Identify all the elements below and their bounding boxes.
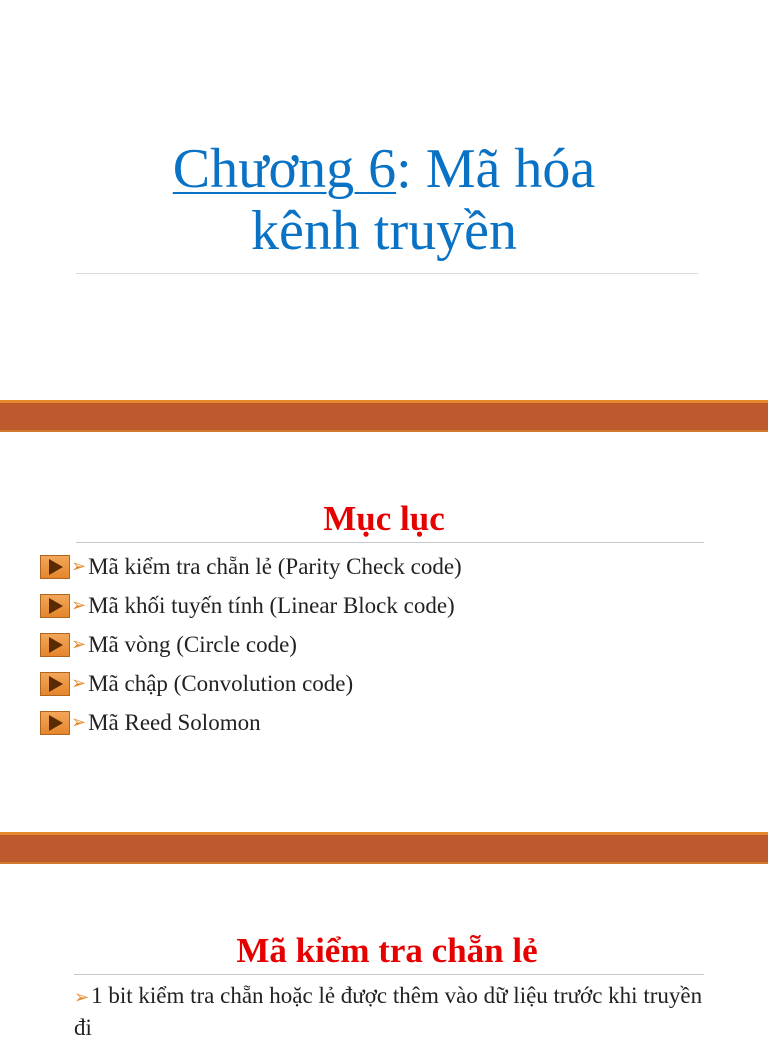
separator-rim: [0, 400, 768, 403]
toc-item-label: Mã chập (Convolution code): [88, 670, 354, 696]
chapter-number: Chương 6: [172, 138, 397, 200]
section-body-text: 1 bit kiểm tra chẵn hoặc lẻ được thêm vào dữ liệu trước khi truyền đi: [74, 983, 703, 1040]
toc-slide: [0, 432, 768, 832]
title-divider: [76, 273, 698, 274]
separator-rim: [0, 832, 768, 835]
arrowhead-bullet-icon: ➢: [71, 712, 87, 733]
toc-heading: Mục lục: [323, 499, 445, 538]
slide-separator: [0, 832, 768, 864]
toc-item-label: Mã vòng (Circle code): [88, 631, 297, 657]
arrowhead-bullet-icon: ➢: [71, 634, 87, 655]
arrowhead-bullet-icon: ➢: [71, 595, 87, 616]
chapter-title-text: Mã hóa: [425, 138, 596, 200]
slide-separator: [0, 400, 768, 432]
section-heading: Mã kiểm tra chẵn lẻ: [236, 931, 538, 970]
orange-play-badge-icon: [40, 672, 70, 696]
arrowhead-bullet-icon: ➢: [71, 556, 87, 577]
section-divider: [74, 974, 704, 975]
toc-item[interactable]: [40, 703, 462, 742]
parity-slide: [0, 864, 768, 1040]
chapter-title-line-1: [0, 138, 768, 200]
toc-divider: [76, 542, 704, 543]
orange-play-badge-icon: [40, 633, 70, 657]
toc-item[interactable]: [40, 625, 462, 664]
toc-item-label: Mã Reed Solomon: [88, 709, 261, 735]
orange-play-badge-icon: [40, 711, 70, 735]
chapter-title: [0, 138, 768, 262]
toc-item-label: Mã kiểm tra chẵn lẻ (Parity Check code): [88, 553, 462, 579]
toc-item-label: Mã khối tuyến tính (Linear Block code): [88, 592, 455, 618]
toc-item[interactable]: [40, 547, 462, 586]
chapter-title-line-2: kênh truyền: [251, 200, 517, 262]
toc-list: [40, 547, 462, 742]
toc-item[interactable]: [40, 664, 462, 703]
chapter-colon: :: [396, 138, 412, 200]
arrowhead-bullet-icon: ➢: [71, 673, 87, 694]
section-body: [74, 981, 714, 1043]
orange-play-badge-icon: [40, 555, 70, 579]
arrowhead-bullet-icon: ➢: [74, 987, 90, 1008]
orange-play-badge-icon: [40, 594, 70, 618]
toc-item[interactable]: [40, 586, 462, 625]
title-slide: [0, 0, 768, 400]
